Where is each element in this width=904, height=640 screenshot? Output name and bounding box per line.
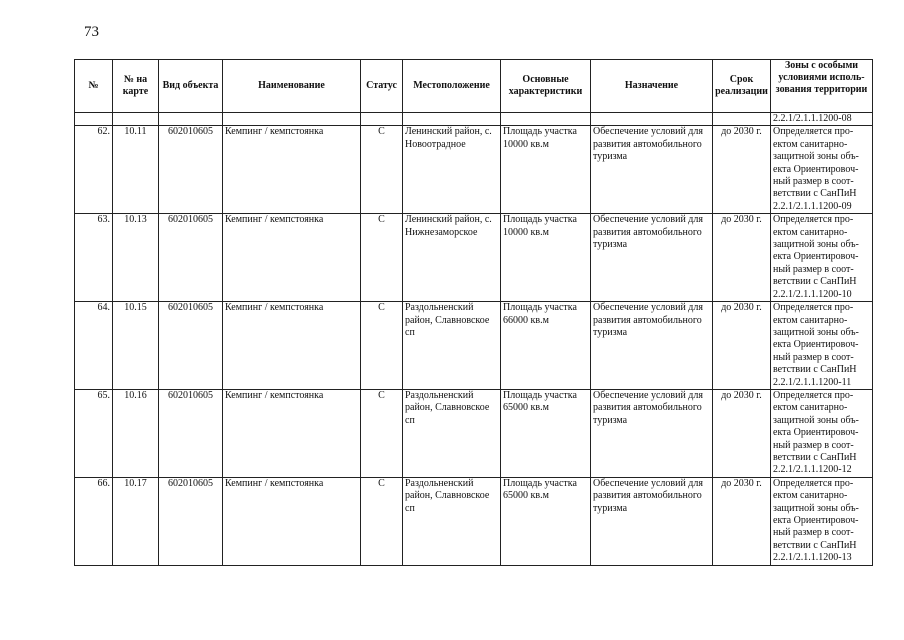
row-object-type: 602010605 xyxy=(159,214,223,302)
header-map-num: № на карте xyxy=(113,60,159,113)
row-characteristics: Площадь участка 10000 кв.м xyxy=(501,126,591,214)
row-term: до 2030 г. xyxy=(713,302,771,390)
row-characteristics: Площадь участка 65000 кв.м xyxy=(501,477,591,565)
row-object-type: 602010605 xyxy=(159,302,223,390)
row-zones: Определяется про-ектом санитарно-защитной зоны объ-екта Ориентировоч-ный размер в соот-ветствии с СанПиН 2.2.1/2.1.1.1200-12 xyxy=(771,389,873,477)
row-zones: Определяется про-ектом санитарно-защитной зоны объ-екта Ориентировоч-ный размер в соот-ветствии с СанПиН 2.2.1/2.1.1.1200-11 xyxy=(771,302,873,390)
table-row xyxy=(75,302,873,390)
row-purpose: Обеспечение условий для развития автомобильного туризма xyxy=(591,302,713,390)
row-term: до 2030 г. xyxy=(713,389,771,477)
row-num: 65. xyxy=(75,389,113,477)
table-row xyxy=(75,389,873,477)
row-zones: Определяется про-ектом санитарно-защитной зоны объ-екта Ориентировоч-ный размер в соот-ветствии с СанПиН 2.2.1/2.1.1.1200-10 xyxy=(771,214,873,302)
row-status: С xyxy=(361,477,403,565)
row-location: Раздольненский район, Славновское сп xyxy=(403,389,501,477)
row-status: С xyxy=(361,126,403,214)
row-num: 63. xyxy=(75,214,113,302)
row-status: С xyxy=(361,302,403,390)
continuation-row xyxy=(75,113,873,126)
row-map-num: 10.13 xyxy=(113,214,159,302)
header-purpose: Назначение xyxy=(591,60,713,113)
header-object-type: Вид объекта xyxy=(159,60,223,113)
row-object-type: 602010605 xyxy=(159,126,223,214)
row-name: Кемпинг / кемпстоянка xyxy=(223,477,361,565)
header-zones: Зоны с особыми условиями исполь-зования территории xyxy=(771,60,873,113)
page-number: 73 xyxy=(84,24,99,40)
row-num: 62. xyxy=(75,126,113,214)
row-map-num: 10.17 xyxy=(113,477,159,565)
table-header-row xyxy=(75,60,873,113)
row-location: Ленинский район, с. Нижнезаморское xyxy=(403,214,501,302)
row-location: Раздольненский район, Славновское сп xyxy=(403,302,501,390)
header-term: Срок реализации xyxy=(713,60,771,113)
row-purpose: Обеспечение условий для развития автомобильного туризма xyxy=(591,214,713,302)
row-map-num: 10.15 xyxy=(113,302,159,390)
row-name: Кемпинг / кемпстоянка xyxy=(223,126,361,214)
header-characteristics: Основные характеристики xyxy=(501,60,591,113)
row-zones: Определяется про-ектом санитарно-защитной зоны объ-екта Ориентировоч-ный размер в соот-ветствии с СанПиН 2.2.1/2.1.1.1200-09 xyxy=(771,126,873,214)
row-status: С xyxy=(361,214,403,302)
header-location: Местоположение xyxy=(403,60,501,113)
row-name: Кемпинг / кемпстоянка xyxy=(223,214,361,302)
row-location: Ленинский район, с. Новоотрадное xyxy=(403,126,501,214)
row-object-type: 602010605 xyxy=(159,389,223,477)
row-term: до 2030 г. xyxy=(713,214,771,302)
objects-table xyxy=(74,59,873,566)
row-num: 66. xyxy=(75,477,113,565)
row-map-num: 10.16 xyxy=(113,389,159,477)
row-name: Кемпинг / кемпстоянка xyxy=(223,389,361,477)
row-purpose: Обеспечение условий для развития автомобильного туризма xyxy=(591,126,713,214)
table-row xyxy=(75,214,873,302)
row-term: до 2030 г. xyxy=(713,126,771,214)
row-name: Кемпинг / кемпстоянка xyxy=(223,302,361,390)
row-status: С xyxy=(361,389,403,477)
row-num: 64. xyxy=(75,302,113,390)
continuation-zones-text: 2.2.1/2.1.1.1200-08 xyxy=(771,113,873,126)
row-map-num: 10.11 xyxy=(113,126,159,214)
table-row xyxy=(75,477,873,565)
row-characteristics: Площадь участка 10000 кв.м xyxy=(501,214,591,302)
row-characteristics: Площадь участка 66000 кв.м xyxy=(501,302,591,390)
row-characteristics: Площадь участка 65000 кв.м xyxy=(501,389,591,477)
row-object-type: 602010605 xyxy=(159,477,223,565)
row-purpose: Обеспечение условий для развития автомобильного туризма xyxy=(591,389,713,477)
header-status: Статус xyxy=(361,60,403,113)
row-location: Раздольненский район, Славновское сп xyxy=(403,477,501,565)
header-name: Наименование xyxy=(223,60,361,113)
header-num: № xyxy=(75,60,113,113)
row-zones: Определяется про-ектом санитарно-защитной зоны объ-екта Ориентировоч-ный размер в соот-ветствии с СанПиН 2.2.1/2.1.1.1200-13 xyxy=(771,477,873,565)
row-purpose: Обеспечение условий для развития автомобильного туризма xyxy=(591,477,713,565)
row-term: до 2030 г. xyxy=(713,477,771,565)
table-row xyxy=(75,126,873,214)
